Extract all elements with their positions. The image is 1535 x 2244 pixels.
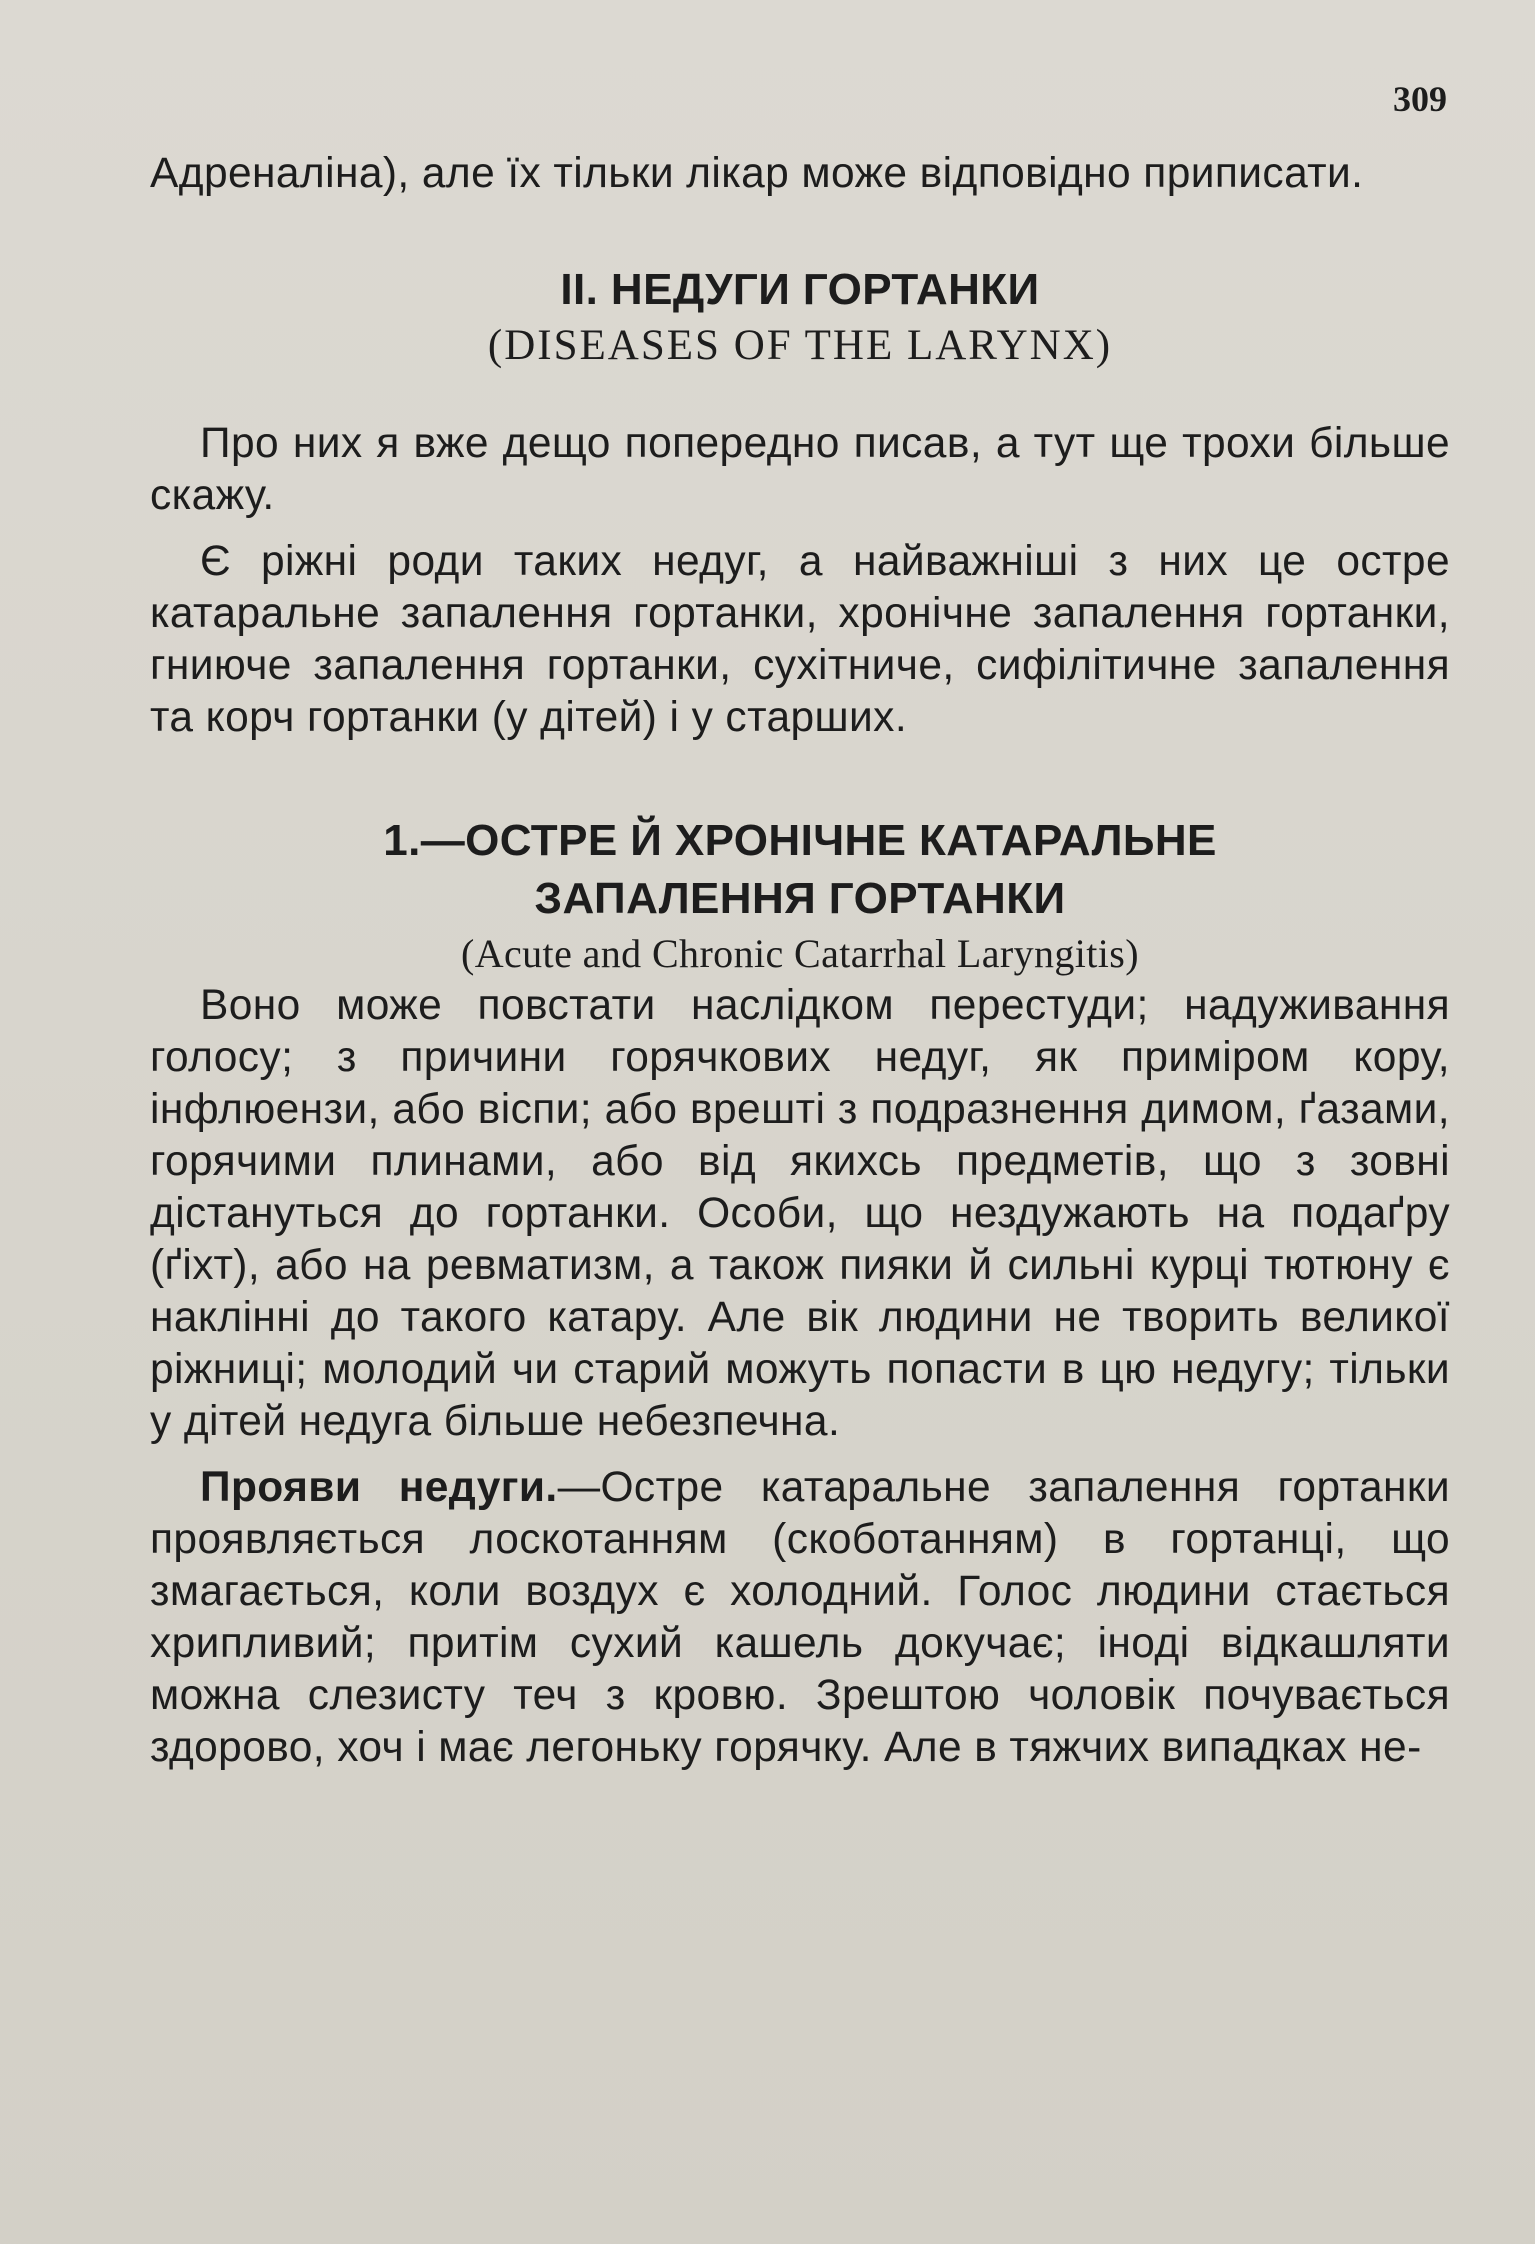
section-heading [150,812,1450,928]
symptoms-body: —Остре катаральне запалення гортанки проявляється лоскотанням (скоботанням) в гортанці, що змагається, коли воздух є холодний. Голос людини стається хрипливий; притім сухий кашель докучає; іноді відкашляти можна слезисту теч з кровю. Зрештою чоловік почувається здорово, хоч і має легоньку горячку. Але в тяжчих випадках не- [150,1464,1450,1771]
section-heading-line-2: ЗАПАЛЕННЯ ГОРТАНКИ [534,874,1066,923]
paragraph-causes: Воно може повстати наслідком перестуди; надуживання голосу; з причини горячкових недуг, як приміром кору, інфлюензи, або віспи; або врешті з подразнення димом, ґазами, горячими плинами, або від якихсь предметів, що з зовні дістануться до гортанки. Особи, що нездужають на подаґру (ґіхт), або на ревматизм, а також пияки й сильні курці тютюну є наклінні до такого катару. Але вік людини не творить великої ріжниці; молодий чи старий можуть попасти в цю недугу; тільки у дітей недуга більше небезпечна. [150,982,1450,1445]
chapter-heading: II. НЕДУГИ ГОРТАНКИ [560,265,1040,314]
paragraph-types: Є ріжні роди таких недуг, а найважніші з них це остре катаральне запалення гортанки, хронічне запалення гортанки, гниюче запалення гортанки, сухітниче, сифілітичне запалення та корч гортанки (у дітей) і у старших. [150,538,1450,741]
paragraph-continuation: Адреналіна), але їх тільки лікар може відповідно приписати. [150,150,1364,197]
section-heading-english: (Acute and Chronic Catarrhal Laryngitis) [461,931,1139,976]
paragraph-symptoms [150,1462,1450,1774]
section-heading-line-1: 1.—ОСТРЕ Й ХРОНІЧНЕ КАТАРАЛЬНЕ [383,816,1217,865]
symptoms-lead: Прояви недуги. [200,1464,558,1511]
paragraph-intro: Про них я вже дещо попередно писав, а тут ще трохи більше скажу. [150,420,1450,519]
page-number: 309 [1393,79,1447,119]
page-text [150,148,1450,1774]
chapter-heading-english: (DISEASES OF THE LARYNX) [487,322,1113,369]
